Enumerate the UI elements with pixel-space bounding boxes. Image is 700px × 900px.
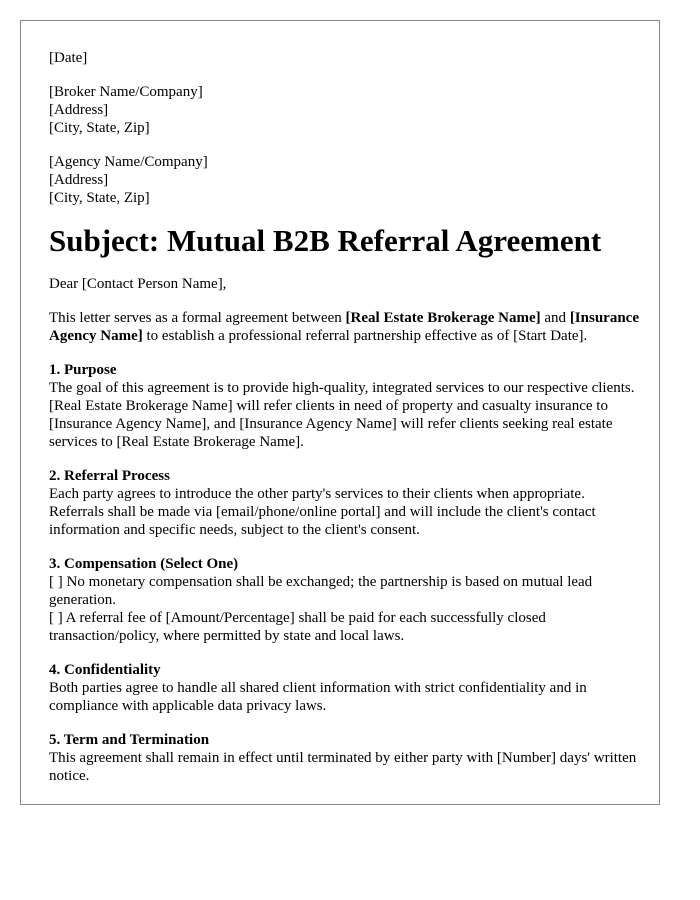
broker-address: [Address] — [49, 102, 109, 118]
broker-name: [Broker Name/Company] — [49, 84, 203, 100]
agency-address: [Address] — [49, 172, 109, 188]
section-text: The goal of this agreement is to provide high-quality, integrated services to our respective clients. [Real Estate Brokerage Name] will refer clients in need of property and casualty insurance to [Insurance Agency Name], and [Insurance Agency Name] will refer clients seeking real estate services to [Real Estate Brokerage Name]. — [49, 380, 635, 450]
intro-text-2: and — [540, 310, 570, 326]
letter-content — [49, 49, 639, 801]
intro-text-3: to establish a professional referral partnership effective as of [Start Date]. — [142, 328, 588, 344]
intro-brokerage-name: [Real Estate Brokerage Name] — [345, 310, 541, 326]
letter-page — [20, 20, 660, 805]
agency-city: [City, State, Zip] — [49, 190, 150, 206]
section-confidentiality — [49, 661, 639, 715]
intro-agency-name: [Insurance Agency Name] — [49, 310, 639, 344]
salutation: Dear [Contact Person Name], — [49, 276, 227, 292]
section-text: This agreement shall remain in effect until terminated by either party with [Number] days' written notice. — [49, 750, 637, 784]
section-compensation — [49, 555, 639, 645]
section-title: 1. Purpose — [49, 362, 117, 378]
agency-address-block — [49, 153, 639, 207]
section-title: 2. Referral Process — [49, 468, 170, 484]
agency-name: [Agency Name/Company] — [49, 154, 208, 170]
section-text: Both parties agree to handle all shared client information with strict confidentiality and in compliance with applicable data privacy laws. — [49, 680, 587, 714]
section-referral-process — [49, 467, 639, 539]
subject-heading: Subject: Mutual B2B Referral Agreement — [49, 223, 602, 258]
section-title: 4. Confidentiality — [49, 662, 161, 678]
section-text: Each party agrees to introduce the other party's services to their clients when appropriate. Referrals shall be made via [email/phone/online portal] and will include the client's contact information and specific needs, subject to the client's consent. — [49, 486, 596, 538]
intro-text-1: This letter serves as a formal agreement between — [49, 310, 346, 326]
section-term-termination — [49, 731, 639, 785]
date-line: [Date] — [49, 50, 88, 66]
section-title: 5. Term and Termination — [49, 732, 210, 748]
broker-address-block — [49, 83, 639, 137]
intro-paragraph — [49, 309, 639, 345]
compensation-option-referral-fee: [ ] A referral fee of [Amount/Percentage] shall be paid for each successfully closed transaction/policy, where permitted by state and local laws. — [49, 610, 546, 644]
broker-city: [City, State, Zip] — [49, 120, 150, 136]
compensation-option-no-fee: [ ] No monetary compensation shall be exchanged; the partnership is based on mutual lead generation. — [49, 574, 593, 608]
date-block — [49, 49, 639, 67]
section-purpose — [49, 361, 639, 451]
section-title: 3. Compensation (Select One) — [49, 556, 239, 572]
